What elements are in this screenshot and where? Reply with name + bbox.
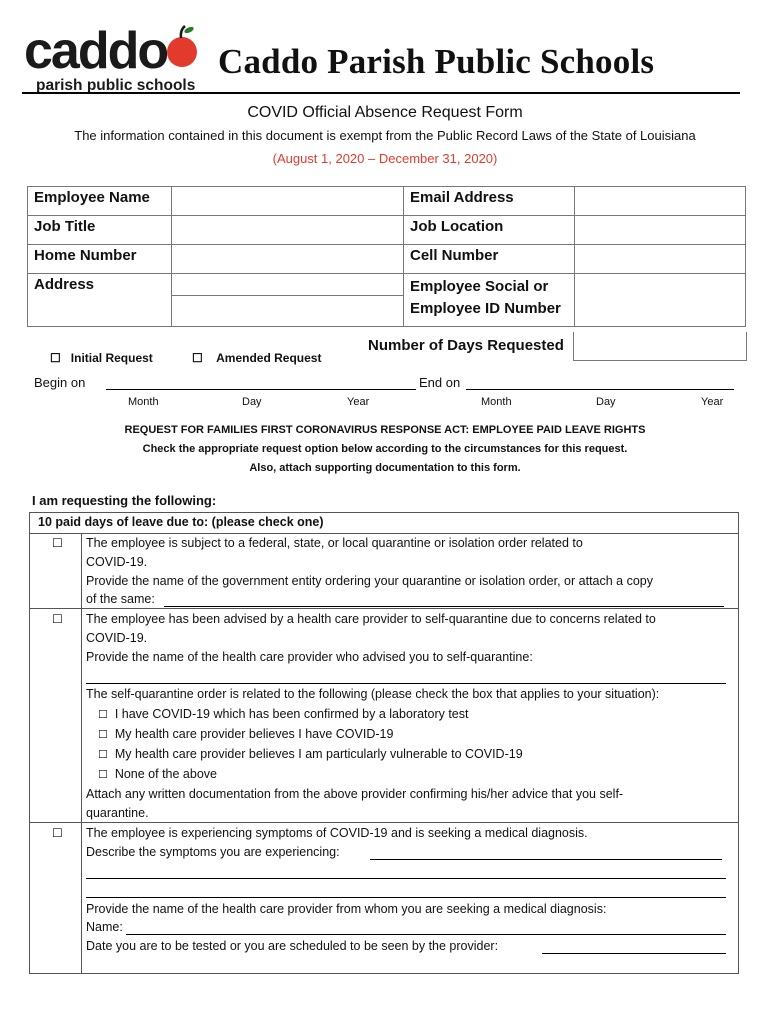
option3-line1: The employee is experiencing symptoms of COVID-19 and is seeking a medical diagnosis. [86, 826, 588, 840]
end-date-line[interactable] [466, 389, 734, 390]
amended-request-label: Amended Request [216, 351, 322, 365]
option1-line3: Provide the name of the government entity ordering your quarantine or isolation order, or attach a copy [86, 574, 653, 588]
begin-day-caption: Day [242, 396, 262, 408]
option2-line6: quarantine. [86, 806, 149, 820]
option2-sub3[interactable] [98, 745, 523, 765]
option1-line4: of the same: [86, 592, 155, 606]
initial-request-checkbox[interactable]: ☐ [50, 351, 61, 365]
provider-name-line[interactable] [126, 934, 726, 935]
logo-wordmark: caddo [24, 22, 168, 80]
end-year-caption: Year [701, 396, 724, 408]
option3-checkbox[interactable]: ☐ [52, 826, 63, 840]
days-requested-field[interactable] [573, 332, 747, 361]
requesting-heading: I am requesting the following: [32, 493, 217, 508]
end-day-caption: Day [596, 396, 616, 408]
employee-id-field[interactable] [575, 274, 746, 327]
option3-line5: Date you are to be tested or you are scheduled to be seen by the provider: [86, 939, 499, 953]
column-divider [81, 533, 82, 973]
employee-name-field[interactable] [172, 187, 404, 216]
option1-checkbox[interactable]: ☐ [52, 536, 63, 550]
symptoms-line-3[interactable] [86, 897, 726, 898]
ffcra-heading: REQUEST FOR FAMILIES FIRST CORONAVIRUS RESPONSE ACT: EMPLOYEE PAID LEAVE RIGHTS [124, 424, 646, 436]
begin-on-label: Begin on [34, 375, 86, 390]
address-label: Address [28, 274, 172, 327]
option2-line4: The self-quarantine order is related to the following (please check the box that applies to your situation): [86, 687, 660, 701]
employee-id-label-line1: Employee Social or [410, 278, 549, 295]
amended-request-checkbox[interactable]: ☐ [192, 351, 203, 365]
sub2-label: My health care provider believes I have COVID-19 [114, 727, 394, 741]
sub4-label: None of the above [114, 767, 217, 781]
end-month-caption: Month [481, 396, 512, 408]
sub3-checkbox[interactable]: ☐ [98, 749, 108, 761]
job-title-field[interactable] [172, 216, 404, 245]
initial-request-option[interactable] [50, 351, 153, 365]
amended-request-option[interactable] [192, 351, 321, 365]
option2-line3: Provide the name of the health care provider who advised you to self-quarantine: [86, 650, 533, 664]
option2-line1: The employee has been advised by a health care provider to self-quarantine due to concerns related to [86, 612, 656, 626]
option2-sub2[interactable] [98, 725, 393, 745]
job-location-label: Job Location [404, 216, 575, 245]
begin-month-caption: Month [128, 396, 159, 408]
address-field-line1[interactable] [172, 274, 404, 296]
sub4-checkbox[interactable]: ☐ [98, 769, 108, 781]
option3-line4: Name: [86, 920, 123, 934]
form-title: COVID Official Absence Request Form [247, 104, 523, 121]
email-address-label: Email Address [404, 187, 575, 216]
exemption-notice: The information contained in this document is exempt from the Public Record Laws of the State of Louisiana [74, 128, 696, 143]
option2-line5: Attach any written documentation from the above provider confirming his/her advice that you self- [86, 787, 624, 801]
option3-line2: Describe the symptoms you are experiencing: [86, 845, 340, 859]
option2-line2: COVID-19. [86, 631, 148, 645]
employee-name-label: Employee Name [28, 187, 172, 216]
sub1-checkbox[interactable]: ☐ [98, 709, 108, 721]
school-name: Caddo Parish Public Schools [218, 42, 655, 81]
apple-icon [167, 26, 197, 67]
option1-line1: The employee is subject to a federal, state, or local quarantine or isolation order related to [86, 536, 583, 550]
instruction-line-2: Check the appropriate request option below according to the circumstances for this request. [142, 443, 628, 455]
home-number-field[interactable] [172, 245, 404, 274]
job-title-label: Job Title [28, 216, 172, 245]
sub1-label: I have COVID-19 which has been confirmed by a laboratory test [114, 707, 469, 721]
option1-entity-line[interactable] [164, 606, 724, 607]
header-divider [22, 92, 740, 94]
employee-id-label-line2: Employee ID Number [410, 300, 561, 317]
cell-number-field[interactable] [575, 245, 746, 274]
job-location-field[interactable] [575, 216, 746, 245]
employee-id-label [404, 274, 575, 327]
days-requested-label: Number of Days Requested [368, 337, 564, 354]
option2-sub4[interactable] [98, 765, 217, 785]
sub3-label: My health care provider believes I am particularly vulnerable to COVID-19 [114, 747, 523, 761]
end-on-label: End on [419, 375, 461, 390]
instruction-line-3: Also, attach supporting documentation to this form. [249, 462, 521, 474]
begin-year-caption: Year [347, 396, 370, 408]
symptoms-line-2[interactable] [86, 878, 726, 879]
email-address-field[interactable] [575, 187, 746, 216]
leave-options-table [29, 512, 739, 974]
initial-request-label: Initial Request [70, 351, 153, 365]
options-header [30, 513, 738, 534]
employee-info-table [27, 186, 746, 327]
date-range: (August 1, 2020 – December 31, 2020) [272, 151, 498, 166]
address-field-line2[interactable] [172, 295, 404, 326]
option3-line3: Provide the name of the health care provider from whom you are seeking a medical diagnosis: [86, 902, 607, 916]
option2-checkbox[interactable]: ☐ [52, 612, 63, 626]
option2-sub1[interactable] [98, 705, 468, 725]
sub2-checkbox[interactable]: ☐ [98, 729, 108, 741]
home-number-label: Home Number [28, 245, 172, 274]
option2-provider-line[interactable] [86, 683, 726, 684]
logo-subtitle: parish public schools [36, 77, 196, 94]
option1-line2: COVID-19. [86, 555, 148, 569]
test-date-line[interactable] [542, 953, 726, 954]
begin-date-line[interactable] [106, 389, 416, 390]
cell-number-label: Cell Number [404, 245, 575, 274]
caddo-logo [22, 18, 212, 94]
symptoms-line-1[interactable] [370, 859, 722, 860]
options-heading: 10 paid days of leave due to: (please check one) [38, 515, 324, 529]
